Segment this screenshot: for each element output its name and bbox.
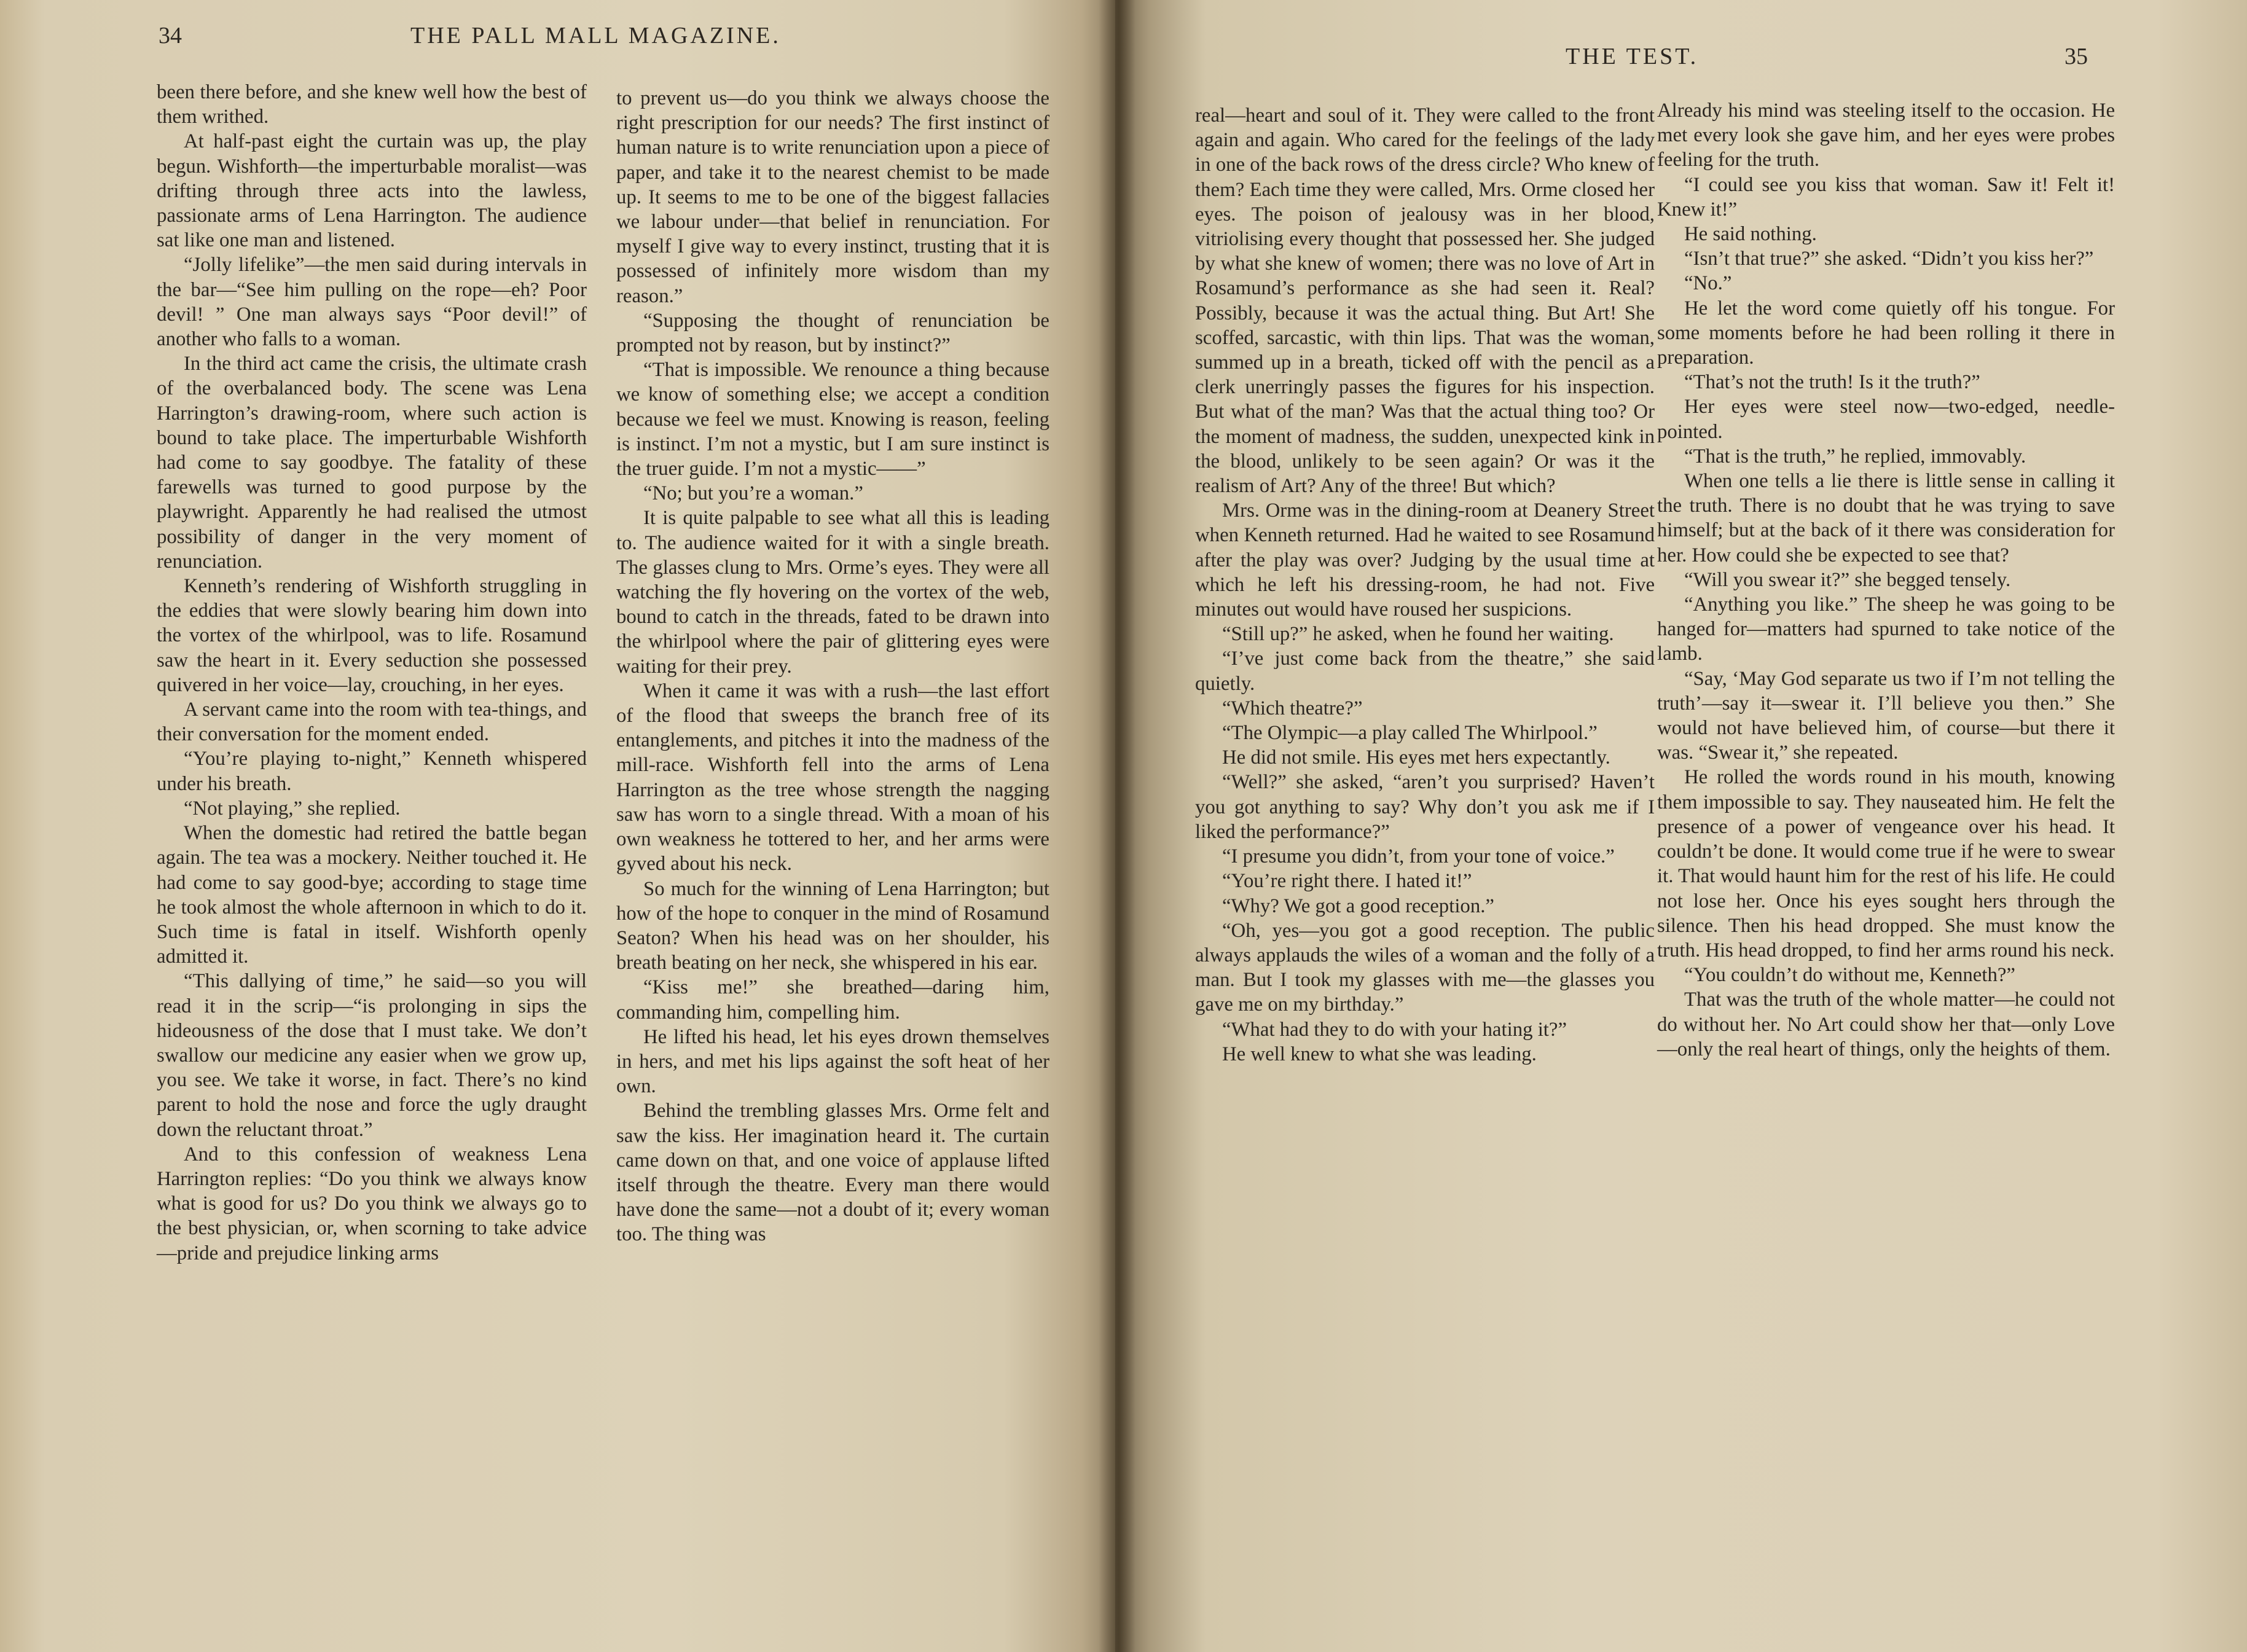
- paragraph: He said nothing.: [1684, 223, 1817, 246]
- paragraph: “Anything you like.” The sheep he was going to be hanged for—matters had spurned to take notice of the lamb.: [1657, 593, 2115, 665]
- paragraph: “The Olympic—a play called The Whirlpool.”: [1222, 722, 1598, 745]
- paragraph: At half-past eight the curtain was up, the play begun. Wishforth—the imperturbable moralist—was drifting through three acts into the lawless, passionate arms of Lena Harrington. The audience sat like one man and listened.: [157, 130, 587, 252]
- paragraph: “That is impossible. We renounce a thing because we know of something else; we accept a condition because we feel we must. Knowing is reason, feeling is instinct. I’m not a mystic, but I am sure instinct is the truer guide. I’m not a mystic——”: [616, 359, 1049, 480]
- paragraph: “You’re right there. I hated it!”: [1222, 870, 1472, 893]
- paragraph: “Say, ‘May God separate us two if I’m not telling the truth’—say it—swear it. I’ll believe you then.” She would not have believed him, of course—but there it was. “Swear it,” she repeated.: [1657, 667, 2115, 764]
- paragraph: Her eyes were steel now—two-edged, needle-pointed.: [1657, 396, 2115, 443]
- paragraph: “You’re playing to-night,” Kenneth whispered under his breath.: [157, 748, 587, 795]
- paragraph: He did not smile. His eyes met hers expectantly.: [1222, 746, 1610, 769]
- paragraph: He well knew to what she was leading.: [1222, 1043, 1537, 1065]
- left-column-1: [157, 80, 587, 1266]
- paragraph: “No; but you’re a woman.”: [643, 482, 863, 505]
- right-column-1: [1195, 103, 1655, 1067]
- paragraph: That was the truth of the whole matter—he could not do without her. No Art could show her that—only Love—only the real heart of things, only the heights of them.: [1657, 988, 2115, 1060]
- paragraph: A servant came into the room with tea-things, and their conversation for the moment ended.: [157, 699, 587, 746]
- paragraph: “Kiss me!” she breathed—daring him, commanding him, compelling him.: [616, 976, 1049, 1024]
- paragraph: “Which theatre?”: [1222, 697, 1363, 719]
- paragraph: When it came it was with a rush—the last effort of the flood that sweeps the branch free of its entanglements, and pitches it into the madness of the mill-race. Wishforth fell into the arms of Lena Harrington as the tree whose strength the nagging saw has worn to a single thread. With a moan of his own weakness he tottered to her, and her arms were gyved about his neck.: [616, 679, 1049, 875]
- paragraph: In the third act came the crisis, the ultimate crash of the overbalanced body. The scene was Lena Harrington’s drawing-room, where such action is bound to take place. The imperturbable Wishforth had come to say goodbye. The fatality of these farewells was turned to good purpose by the playwright. Apparently he had realised the utmost possibility of danger in the very moment of renunciation.: [157, 353, 587, 573]
- paragraph: “I could see you kiss that woman. Saw it! Felt it! Knew it!”: [1657, 173, 2115, 221]
- paragraph: He let the word come quietly off his tongue. For some moments before he had been rolling it there in preparation.: [1657, 297, 2115, 369]
- paragraph: been there before, and she knew well how the best of them writhed.: [157, 81, 587, 128]
- left-page: [0, 0, 1115, 1652]
- paragraph: “This dallying of time,” he said—so you will read it in the scrip—“is prolonging in sips the hideousness of the dose that I must take. We don’t swallow our medicine any easier when we grow up, you see. We take it worse, in fact. There’s no kind parent to hold the nose and force the ugly draught down the reluctant throat.”: [157, 970, 587, 1141]
- paragraph: Already his mind was steeling itself to the occasion. He met every look she gave him, and her eyes were probes feeling for the truth.: [1657, 100, 2115, 171]
- paragraph: “You couldn’t do without me, Kenneth?”: [1684, 964, 2015, 987]
- paragraph: It is quite palpable to see what all this is leading to. The audience waited for it with a single breath. The glasses clung to Mrs. Orme’s eyes. They were all watching the fly hovering on the vortex of the web, bound to catch in the threads, fated to be drawn into the whirlpool where the pair of glittering eyes were waiting for their prey.: [616, 507, 1049, 678]
- paragraph: “Oh, yes—you got a good reception. The public always applauds the wiles of a woman and the folly of a man. But I took my glasses with me—the glasses you gave me on my birthday.”: [1195, 919, 1655, 1016]
- paragraph: When one tells a lie there is little sense in calling it the truth. There is no doubt that he was trying to save himself; but at the back of it there was consideration for her. How could she be expected to see that?: [1657, 470, 2115, 566]
- paragraph: Behind the trembling glasses Mrs. Orme felt and saw the kiss. Her imagination heard it. The curtain came down on that, and one voice of applause lifted itself through the theatre. Every man there would have done the same—not a doubt of it; every woman too. The thing was: [616, 1100, 1049, 1246]
- paragraph: “Isn’t that true?” she asked. “Didn’t you kiss her?”: [1684, 248, 2094, 270]
- paragraph: “Will you swear it?” she begged tensely.: [1684, 568, 2011, 591]
- paragraph: “I presume you didn’t, from your tone of voice.”: [1222, 845, 1615, 868]
- paragraph: He lifted his head, let his eyes drown themselves in hers, and met his lips against the soft heat of her own.: [616, 1025, 1049, 1098]
- right-page-number: 35: [2065, 44, 2088, 69]
- left-running-head: THE PALL MALL MAGAZINE.: [410, 23, 781, 49]
- paragraph: “Supposing the thought of renunciation be prompted not by reason, but by instinct?”: [616, 309, 1049, 357]
- paragraph: “No.”: [1684, 272, 1732, 295]
- paragraph: real—heart and soul of it. They were called to the front again and again. Who cared for the feelings of the lady in one of the back rows of the dress circle? Who knew of them? Each time they were called, Mrs. Orme closed her eyes. The poison of jealousy was in her blood, vitriolising every thought that possessed her. She judged by what she knew of women; there was no love of Art in Rosamund’s performance as she had seen it. Real? Possibly, because it was the actual thing. But Art! She scoffed, sarcastic, with thin lips. That was the woman, summed up in a breath, ticked off with the pencil as a clerk unerringly passes the figures for his inspection. But what of the man? Was that the actual thing too? Or the moment of madness, the sudden, unexpected kink in the blood, unlikely to be seen again? Or was it the realism of Art? Any of the three! But which?: [1195, 104, 1655, 498]
- paragraph: “Still up?” he asked, when he found her waiting.: [1222, 623, 1614, 646]
- right-page: [1115, 0, 2247, 1652]
- paragraph: So much for the winning of Lena Harrington; but how of the hope to conquer in the mind of Rosamund Seaton? When his head was on her shoulder, his breath beating on her neck, she whispered in his ear.: [616, 877, 1049, 974]
- paragraph: “What had they to do with your hating it?”: [1222, 1018, 1567, 1041]
- paragraph: “Not playing,” she replied.: [184, 797, 401, 820]
- paragraph: He rolled the words round in his mouth, knowing them impossible to say. They nauseated him. He felt the presence of a power of vengeance over his head. It couldn’t be done. It would come true if he were to swear it. That would haunt him for the rest of his life. He could not lose her. Once his eyes sought hers through the silence. Then his head dropped. She must know the truth. His head dropped, to find her arms round his neck.: [1657, 766, 2115, 961]
- paragraph: “I’ve just come back from the theatre,” she said quietly.: [1195, 648, 1655, 695]
- left-page-number: 34: [159, 23, 182, 49]
- paragraph: And to this confession of weakness Lena Harrington replies: “Do you think we always know what is good for us? Do you think we always go to the best physician, or, when scorning to take advice—pride and prejudice linking arms: [157, 1143, 587, 1264]
- paragraph: Mrs. Orme was in the dining-room at Deanery Street when Kenneth returned. Had he waited to see Rosamund after the play was over? Judging by the usual time at which he left his dressing-room, he had not. Five minutes out would have roused her suspicions.: [1195, 499, 1655, 621]
- paragraph: “Well?” she asked, “aren’t you surprised? Haven’t you got anything to say? Why don’t you ask me if I liked the performance?”: [1195, 771, 1655, 843]
- book-gutter: [1099, 0, 1135, 1652]
- paragraph: When the domestic had retired the battle began again. The tea was a mockery. Neither touched it. He had come to say good-bye; according to stage time he took almost the whole afternoon in which to do it. Such time is fatal in itself. Wishforth openly admitted it.: [157, 822, 587, 968]
- left-column-2: [616, 86, 1049, 1247]
- paragraph: “Jolly lifelike”—the men said during intervals in the bar—“See him pulling on the rope—eh? Poor devil! ” One man always says “Poor devil!” of another who falls to a woman.: [157, 254, 587, 351]
- right-column-2: [1657, 98, 2115, 1062]
- paragraph: “Why? We got a good reception.”: [1222, 895, 1494, 917]
- paragraph: “That’s not the truth! Is it the truth?”: [1684, 371, 1980, 394]
- paragraph: “That is the truth,” he replied, immovably.: [1684, 445, 2026, 468]
- right-running-head: THE TEST.: [1566, 44, 1699, 69]
- paragraph: to prevent us—do you think we always choose the right prescription for our needs? The first instinct of human nature is to write renunciation upon a piece of paper, and take it to the nearest chemist to be made up. It seems to me to be one of the biggest fallacies we labour under—that belief in renunciation. For myself I give way to every instinct, trusting that it is possessed of infinitely more wisdom than my reason.”: [616, 87, 1049, 307]
- paragraph: Kenneth’s rendering of Wishforth struggling in the eddies that were slowly bearing him down into the vortex of the whirlpool, was to life. Rosamund saw the heart in it. Every seduction she possessed quivered in her voice—lay, crouching, in her eyes.: [157, 575, 587, 696]
